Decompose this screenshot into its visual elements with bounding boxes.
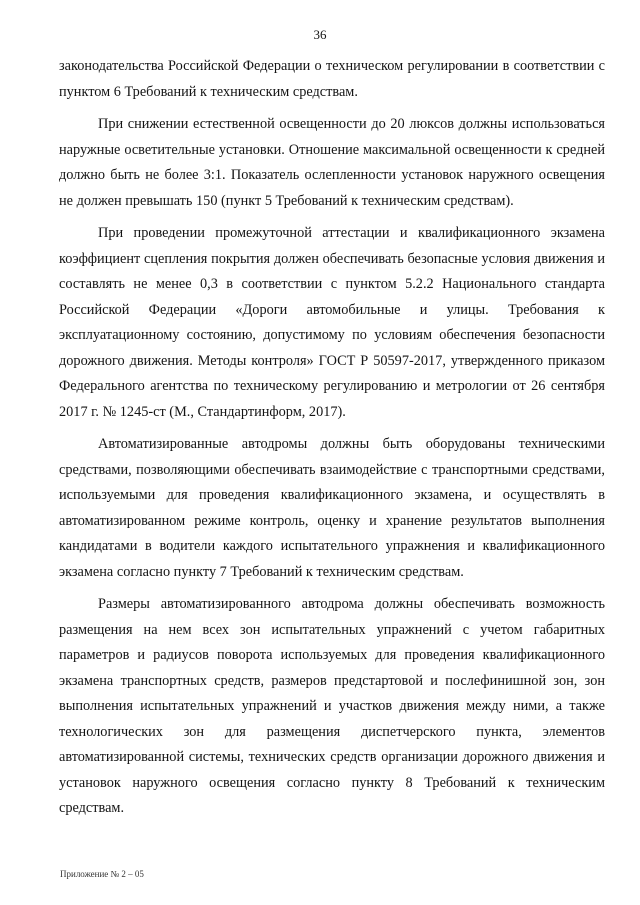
paragraph-autodrome-dimensions: Размеры автоматизированного автодрома должны обеспечивать возможность размещения на нем всех зон испытательных упражнений с учетом габаритных параметров и радиусов поворота используемых для проведения квалификационного экзамена транспортных средств, размеров предстартовой и послефинишной зон, зон выполнения испытательных упражнений и участков движения между ними, а также технологических зон для размещения диспетчерского пункта, элементов автоматизированной системы, технических средств организации дорожного движения и установок наружного освещения согласно пункту 8 Требований к техническим средствам. (59, 596, 605, 816)
paragraph-outdoor-lighting: При снижении естественной освещенности до 20 люксов должны использоваться наружные осветительные установки. Отношение максимальной освещенности к средней должно быть не более 3:1. Показатель ослепленности установок наружного освещения не должен превышать 150 (пункт 5 Требований к техническим средствам). (59, 116, 605, 209)
page-footer: Приложение № 2 – 05 (60, 869, 144, 879)
paragraph-adhesion-coefficient: При проведении промежуточной аттестации и квалификационного экзамена коэффициент сцепления покрытия должен обеспечивать безопасные условия движения и составлять не менее 0,3 в соответствии с пунктом 5.2.2 Национального стандарта Российской Федерации «Дороги автомобильные и улицы. Требования к эксплуатационному состоянию, допустимому по условиям обеспечения безопасности дорожного движения. Методы контроля» ГОСТ Р 50597-2017, утвержденного приказом Федерального агентства по техническому регулированию и метрологии от 26 сентября 2017 г. № 1245-ст (М., Стандартинформ, 2017). (59, 225, 605, 420)
document-body (59, 54, 605, 822)
paragraph-continuation: законодательства Российской Федерации о техническом регулировании в соответствии с пунктом 6 Требований к техническим средствам. (59, 58, 605, 100)
page-number: 36 (313, 27, 327, 42)
paragraph-automated-autodrome-equipment: Автоматизированные автодромы должны быть оборудованы техническими средствами, позволяющими обеспечивать взаимодействие с транспортными средствами, используемыми для проведения квалификационного экзамена, и осуществлять в автоматизированном режиме контроль, оценку и хранение результатов выполнения кандидатами в водители каждого испытательного упражнения и квалификационного экзамена согласно пункту 7 Требований к техническим средствам. (59, 436, 605, 580)
